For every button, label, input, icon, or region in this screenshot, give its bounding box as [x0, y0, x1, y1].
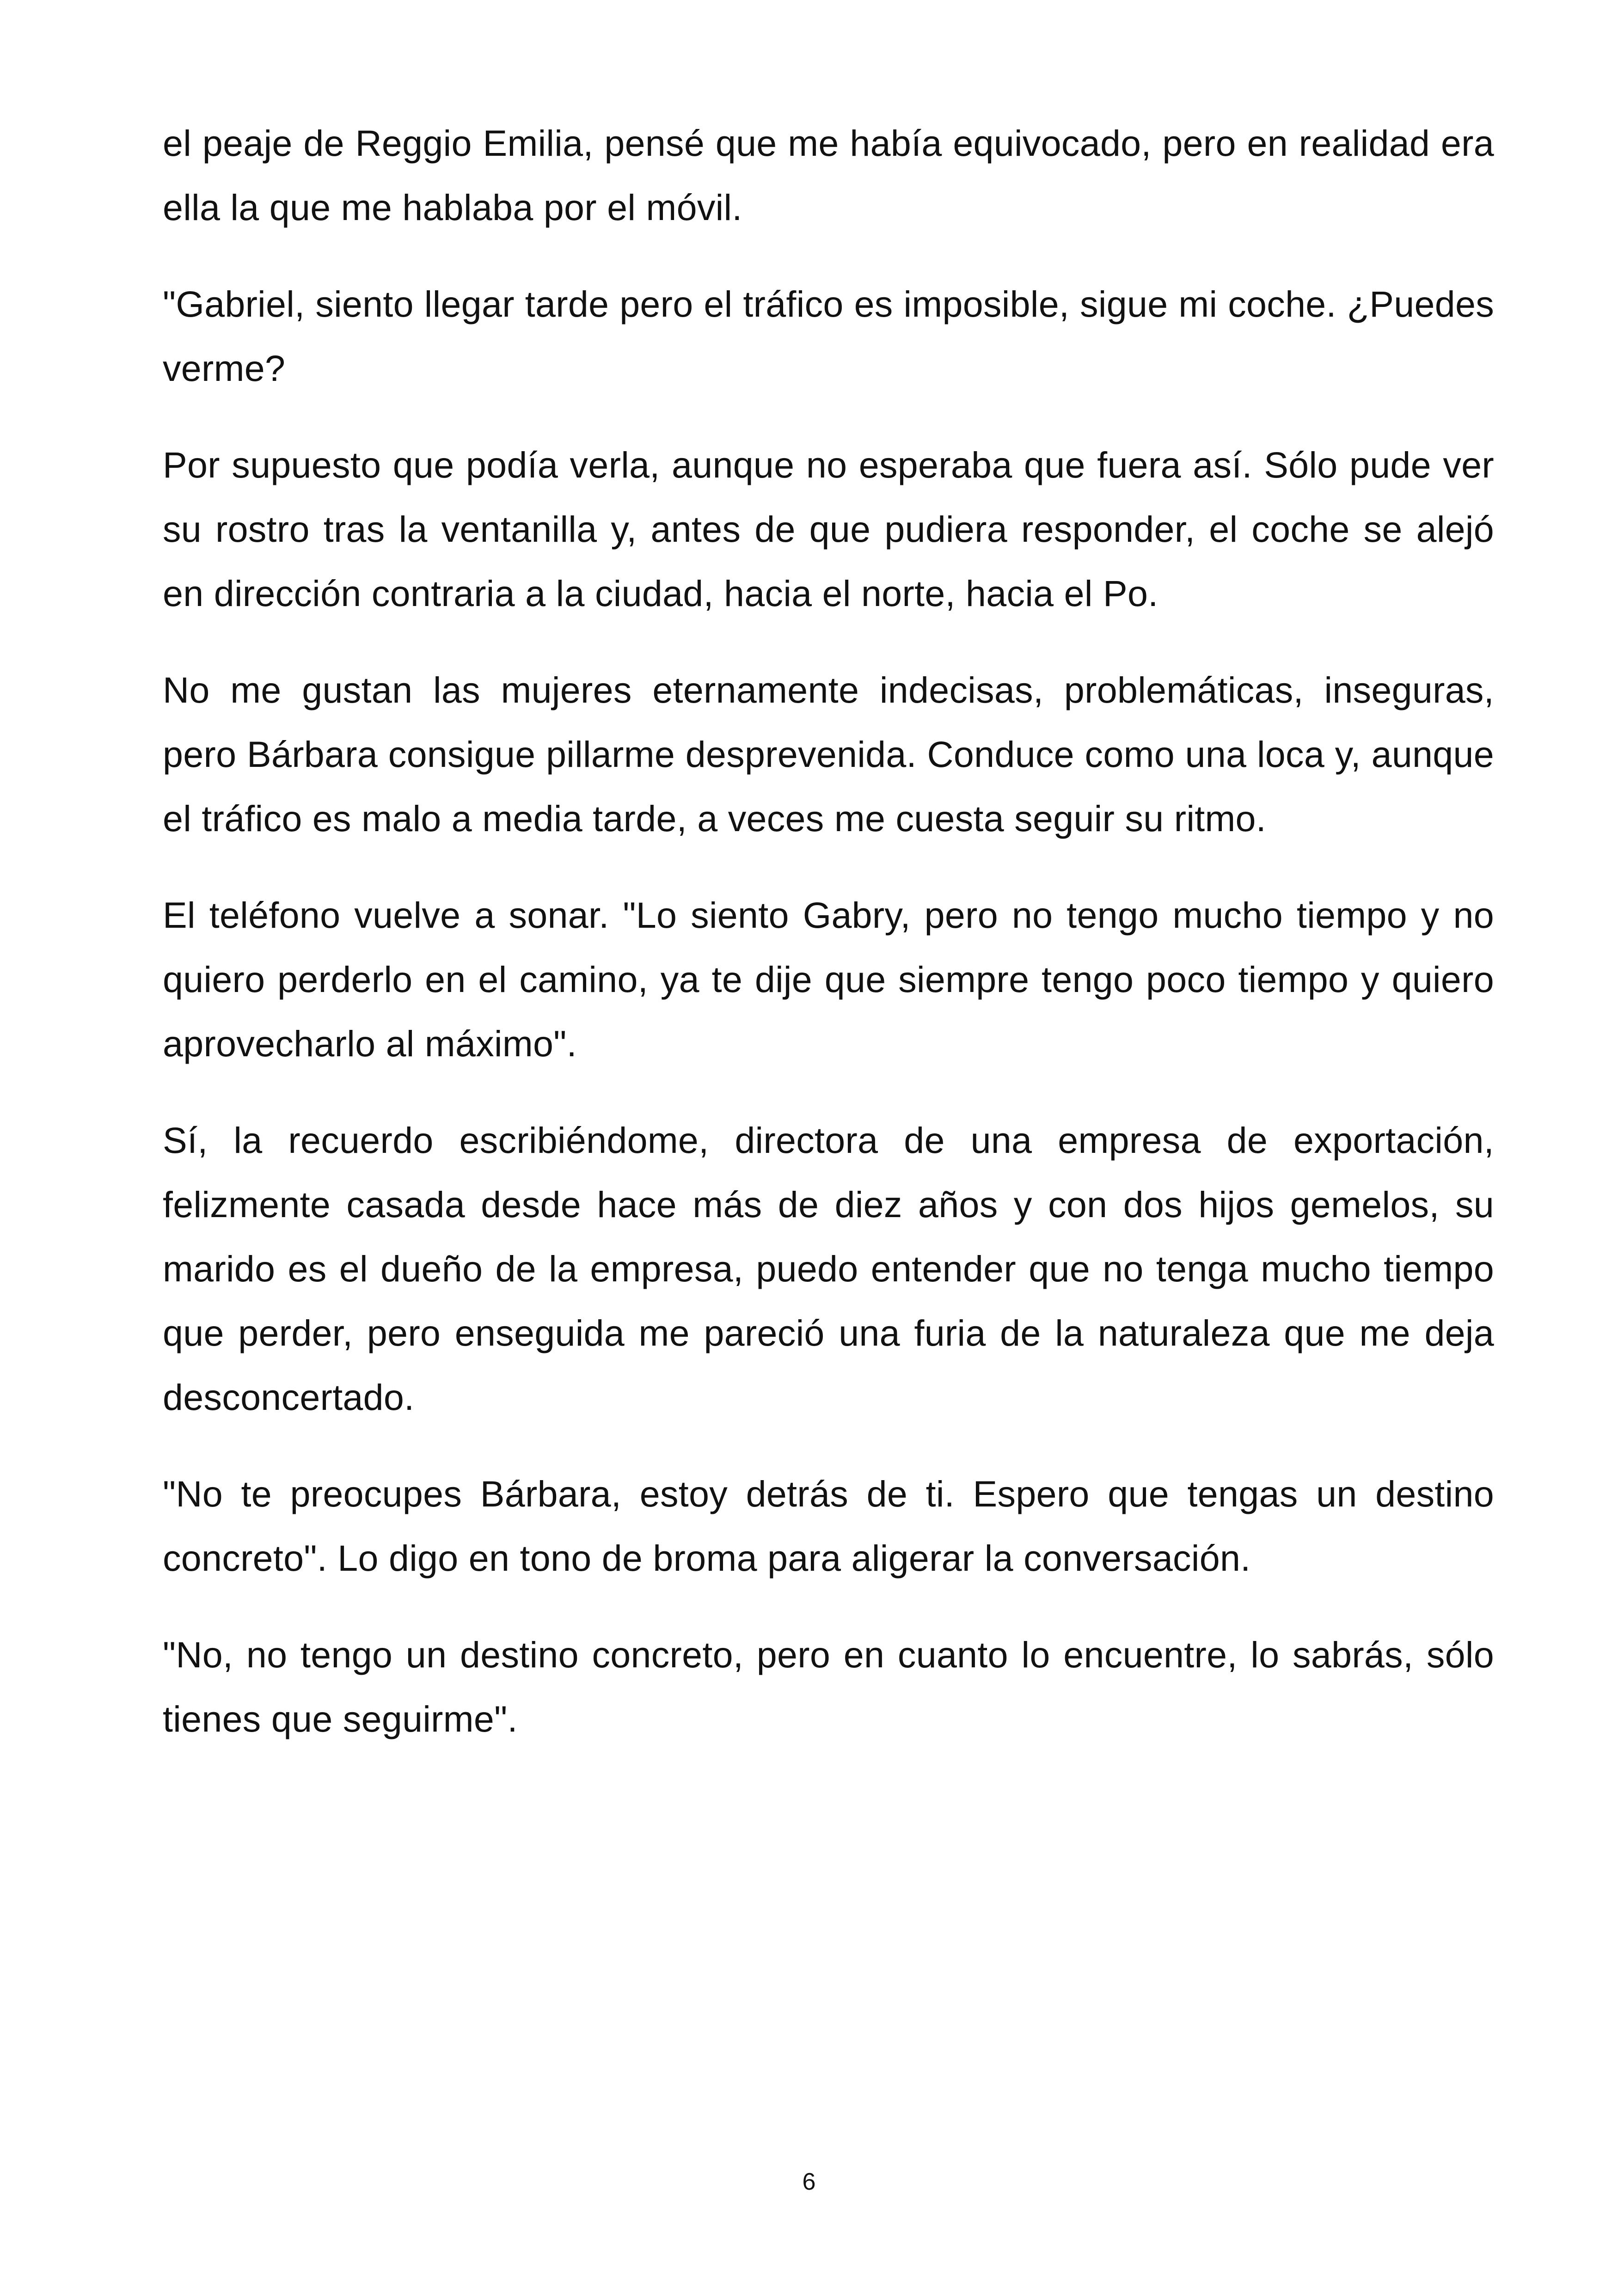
paragraph-8: "No, no tengo un destino concreto, pero en cuanto lo encuentre, lo sabrás, sólo tienes que seguirme". — [163, 1634, 1494, 1739]
body-text — [163, 111, 1494, 1783]
paragraph-7: "No te preocupes Bárbara, estoy detrás de ti. Espero que tengas un destino concreto". Lo digo en tono de broma para aligerar la conversación. — [163, 1473, 1494, 1579]
paragraph-5: El teléfono vuelve a sonar. "Lo siento Gabry, pero no tengo mucho tiempo y no quiero perderlo en el camino, ya te dije que siempre tengo poco tiempo y quiero aprovecharlo al máximo". — [163, 894, 1494, 1064]
paragraph-2: "Gabriel, siento llegar tarde pero el tráfico es imposible, sigue mi coche. ¿Puedes verme? — [163, 283, 1494, 389]
page-number: 6 — [802, 2168, 816, 2195]
paragraph-3: Por supuesto que podía verla, aunque no esperaba que fuera así. Sólo pude ver su rostro tras la ventanilla y, antes de que pudiera responder, el coche se alejó en dirección contraria a la ciudad, hacia el norte, hacia el Po. — [163, 444, 1494, 614]
paragraph-6: Sí, la recuerdo escribiéndome, directora de una empresa de exportación, felizmente casada desde hace más de diez años y con dos hijos gemelos, su marido es el dueño de la empresa, puedo entender que no tenga mucho tiempo que perder, pero enseguida me pareció una furia de la naturaleza que me deja desconcertado. — [163, 1120, 1494, 1418]
paragraph-1: el peaje de Reggio Emilia, pensé que me había equivocado, pero en realidad era ella la que me hablaba por el móvil. — [163, 122, 1494, 228]
paragraph-4: No me gustan las mujeres eternamente indecisas, problemáticas, inseguras, pero Bárbara consigue pillarme desprevenida. Conduce como una loca y, aunque el tráfico es malo a media tarde, a veces me cuesta seguir su ritmo. — [163, 669, 1494, 839]
